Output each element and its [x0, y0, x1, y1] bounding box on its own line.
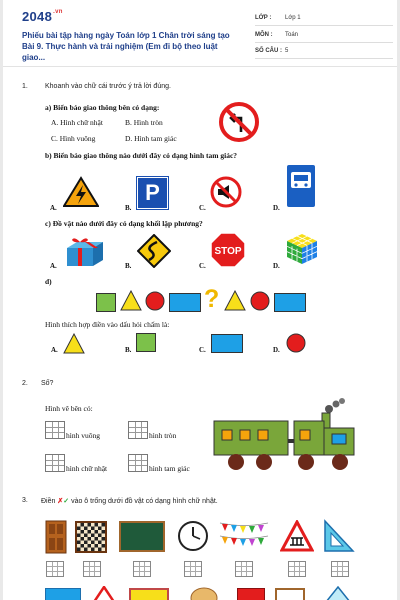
q2-answer-box-triangles[interactable]: [128, 454, 148, 472]
rubik-cube-icon: [285, 232, 319, 266]
blue-object-icon: [45, 588, 81, 600]
chessboard-icon: [75, 521, 107, 553]
winding-road-sign-icon: [137, 234, 171, 268]
pattern-red-circle-1: [145, 291, 165, 311]
q2-item-circles: hình tròn: [149, 431, 177, 440]
pattern-blue-rectangle-1: [169, 293, 201, 312]
q1a-option-c[interactable]: C. Hình vuông: [51, 134, 96, 143]
answer-yellow-triangle: [63, 333, 85, 354]
q1c-label-a[interactable]: A.: [50, 262, 57, 270]
q1d-label-d[interactable]: D.: [273, 346, 280, 354]
q3-answer-box-1[interactable]: [46, 561, 64, 577]
q1a-option-a[interactable]: A. Hình chữ nhật: [51, 118, 103, 127]
worksheet: [3, 0, 397, 600]
red-object-icon: [237, 588, 265, 600]
bus-stop-sign-icon: [286, 164, 316, 208]
stop-sign-icon: [210, 232, 246, 268]
q2-item-squares: hình vuông: [66, 431, 100, 440]
class-field: LỚP : Lớp 1: [255, 15, 301, 21]
q2-item-rectangles: hình chữ nhật: [66, 464, 108, 473]
answer-red-circle: [286, 333, 306, 353]
q3-answer-box-2[interactable]: [83, 561, 101, 577]
door-icon: [45, 520, 67, 554]
q2-answer-box-squares[interactable]: [45, 421, 65, 439]
cross-mark-icon: ✗: [57, 498, 64, 505]
q3-text: Điền ✗✓ vào ô trống dưới đồ vật có dạng hình chữ nhật.: [41, 498, 218, 505]
q1b-text: b) Biển báo giao thông nào dưới đây có dạng hình tam giác?: [45, 151, 238, 160]
q1b-label-b[interactable]: B.: [125, 204, 132, 212]
q3-answer-box-5[interactable]: [235, 561, 253, 577]
q2-answer-box-circles[interactable]: [128, 421, 148, 439]
answer-green-square: [136, 333, 156, 352]
q1c-label-b[interactable]: B.: [125, 262, 132, 270]
pattern-question-mark: ?: [204, 285, 220, 313]
railway-crossing-sign-icon: [280, 520, 314, 552]
no-left-turn-sign-icon: [219, 102, 259, 142]
clock-icon: [177, 520, 209, 552]
q1c-text: c) Đồ vật nào dưới đây có dạng khối lập phương?: [45, 219, 203, 228]
header: [3, 0, 397, 67]
q1c-label-d[interactable]: D.: [273, 262, 280, 270]
page-title: Phiếu bài tập hàng ngày Toán lớp 1 Chân trời sáng tạo Bài 9. Thực hành và trải nghiệm (Em đi bộ theo luật giao...: [22, 31, 230, 62]
q1d-text: d): [45, 277, 52, 286]
q1d-prompt: Hình thích hợp điền vào dấu hỏi chấm là:: [45, 320, 170, 329]
check-mark-icon: ✓: [63, 498, 70, 505]
q2-text: Số?: [41, 380, 54, 387]
q1b-label-d[interactable]: D.: [273, 204, 280, 212]
pattern-red-circle-2: [250, 291, 270, 311]
q1a-option-d[interactable]: D. Hình tam giác: [125, 134, 177, 143]
q2-intro: Hình vẽ bên có:: [45, 404, 93, 413]
electric-warning-sign-icon: [63, 176, 99, 208]
warning-sign-icon: [93, 586, 115, 600]
chalkboard-icon: [119, 521, 165, 552]
q1b-label-a[interactable]: A.: [50, 204, 57, 212]
q2-item-triangles: hình tam giác: [149, 464, 190, 473]
bunting-flags-icon: [219, 520, 269, 550]
q3-answer-box-4[interactable]: [184, 561, 202, 577]
answer-blue-rectangle: [211, 334, 243, 353]
q1a-text: a) Biển báo giao thông bên có dạng:: [45, 103, 160, 112]
q3-number: 3.: [22, 497, 28, 504]
q1-text: Khoanh vào chữ cái trước ý trả lời đúng.: [45, 83, 171, 90]
site-logo[interactable]: $2048^{.vn}$: [22, 9, 63, 24]
subject-field: MÔN : Toán: [255, 32, 298, 38]
q1a-option-b[interactable]: B. Hình tròn: [125, 118, 163, 127]
q3-answer-box-6[interactable]: [288, 561, 306, 577]
q1d-label-b[interactable]: B.: [125, 346, 132, 354]
pattern-green-square-1: [96, 293, 116, 312]
q2-number: 2.: [22, 380, 28, 387]
q2-answer-box-rectangles[interactable]: [45, 454, 65, 472]
cookie-icon: [189, 586, 219, 600]
q3-answer-box-7[interactable]: [331, 561, 349, 577]
train-figure-icon: [212, 398, 362, 473]
gift-box-icon: [65, 236, 105, 268]
q1-number: 1.: [22, 83, 28, 90]
pattern-yellow-triangle-1: [120, 290, 142, 311]
picture-frame-icon: [129, 588, 169, 600]
q3-answer-box-3[interactable]: [133, 561, 151, 577]
triangle-object-icon: [325, 586, 351, 600]
pattern-blue-rectangle-2: [274, 293, 306, 312]
q1b-label-c[interactable]: C.: [199, 204, 206, 212]
parking-sign-icon: P: [137, 177, 168, 209]
pattern-yellow-triangle-2: [224, 290, 246, 311]
set-square-icon: [323, 519, 355, 553]
frame-object-icon: [275, 588, 305, 600]
q1d-label-c[interactable]: C.: [199, 346, 206, 354]
question-count-field: SỐ CÂU : 5: [255, 48, 288, 54]
q1d-label-a[interactable]: A.: [51, 346, 58, 354]
q1c-label-c[interactable]: C.: [199, 262, 206, 270]
stop-sign-text: STOP: [214, 246, 242, 257]
no-horn-sign-icon: [210, 176, 242, 208]
